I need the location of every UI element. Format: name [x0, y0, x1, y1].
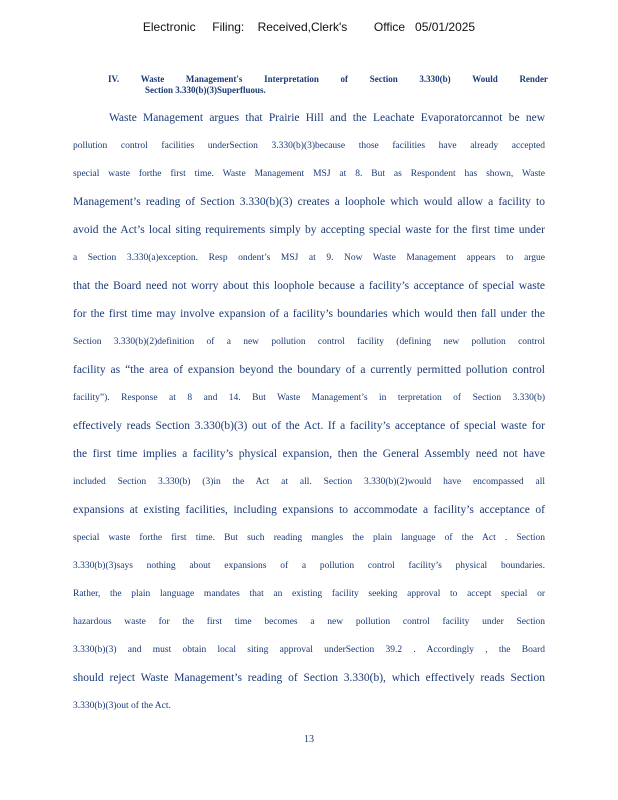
body-paragraph — [73, 104, 545, 720]
paragraph-line: Section 3.330(b)(2)definition of a new pollution control facility (defining new pollution control — [73, 337, 545, 347]
heading-word: Section — [369, 74, 398, 84]
paragraph-line: 3.330(b)(3)says nothing about expansions of a pollution control facility’s physical boundaries. — [73, 561, 545, 571]
paragraph-line: that the Board need not worry about this loophole because a facility’s acceptance of special waste — [73, 280, 545, 292]
paragraph-line: should reject Waste Management’s reading of Section 3.330(b), which effectively reads Section — [73, 672, 545, 684]
heading-word: of — [340, 74, 349, 84]
paragraph-line: special waste forthe first time. Waste Management MSJ at 8. But as Respondent has shown, Waste — [73, 169, 545, 179]
heading-word: 3.330(b) — [419, 74, 451, 84]
paragraph-line: avoid the Act’s local siting requirements simply by accepting special waste for the first time under — [73, 224, 545, 236]
paragraph-line: included Section 3.330(b) (3)in the Act at all. Section 3.330(b)(2)would have encompassed all — [73, 477, 545, 487]
paragraph-line: facility as “the area of expansion beyond the boundary of a currently permitted pollution control — [73, 364, 545, 376]
paragraph-line: Waste Management argues that Prairie Hill and the Leachate Evaporatorcannot be new — [109, 112, 545, 124]
filing-header: Electronic Filing: Received,Clerk's Office 05/01/2025 — [142, 20, 476, 34]
section-heading — [108, 74, 548, 96]
paragraph-line: special waste forthe first time. But such reading mangles the plain language of the Act . Section — [73, 533, 545, 543]
paragraph-line: for the first time may involve expansion of a facility’s boundaries which would then fall under the — [73, 308, 545, 320]
paragraph-line: pollution control facilities underSection 3.330(b)(3)because those facilities have already accepted — [73, 141, 545, 151]
paragraph-line: Rather, the plain language mandates that an existing facility seeking approval to accept special or — [73, 589, 545, 599]
heading-word: Interpretation — [264, 74, 319, 84]
section-heading-line — [108, 74, 548, 85]
heading-word: Would — [472, 74, 498, 84]
paragraph-line: 3.330(b)(3)out of the Act. — [73, 701, 171, 711]
heading-numeral: IV. — [108, 74, 120, 84]
heading-word: Waste — [140, 74, 165, 84]
paragraph-line: hazardous waste for the first time becomes a new pollution control facility under Section — [73, 617, 545, 627]
paragraph-line: effectively reads Section 3.330(b)(3) out of the Act. If a facility’s acceptance of special waste for — [73, 420, 545, 432]
paragraph-line: 3.330(b)(3) and must obtain local siting approval underSection 39.2 . Accordingly , the Board — [73, 645, 545, 655]
paragraph-line: a Section 3.330(a)exception. Resp ondent’s MSJ at 9. Now Waste Management appears to argue — [73, 253, 545, 263]
paragraph-line: Management’s reading of Section 3.330(b)(3) creates a loophole which would allow a facility to — [73, 196, 545, 208]
paragraph-line: the first time implies a facility’s physical expansion, then the General Assembly need not have — [73, 448, 545, 460]
paragraph-line: expansions at existing facilities, including expansions to accommodate a facility’s acceptance of — [73, 504, 545, 516]
paragraph-line: facility”). Response at 8 and 14. But Waste Management’s in terpretation of Section 3.330(b) — [73, 393, 545, 403]
heading-word: Render — [519, 74, 548, 84]
heading-word: Management's — [185, 74, 243, 84]
page-number: 13 — [304, 734, 314, 745]
section-heading-continuation: Section 3.330(b)(3)Superfluous. — [145, 85, 266, 95]
